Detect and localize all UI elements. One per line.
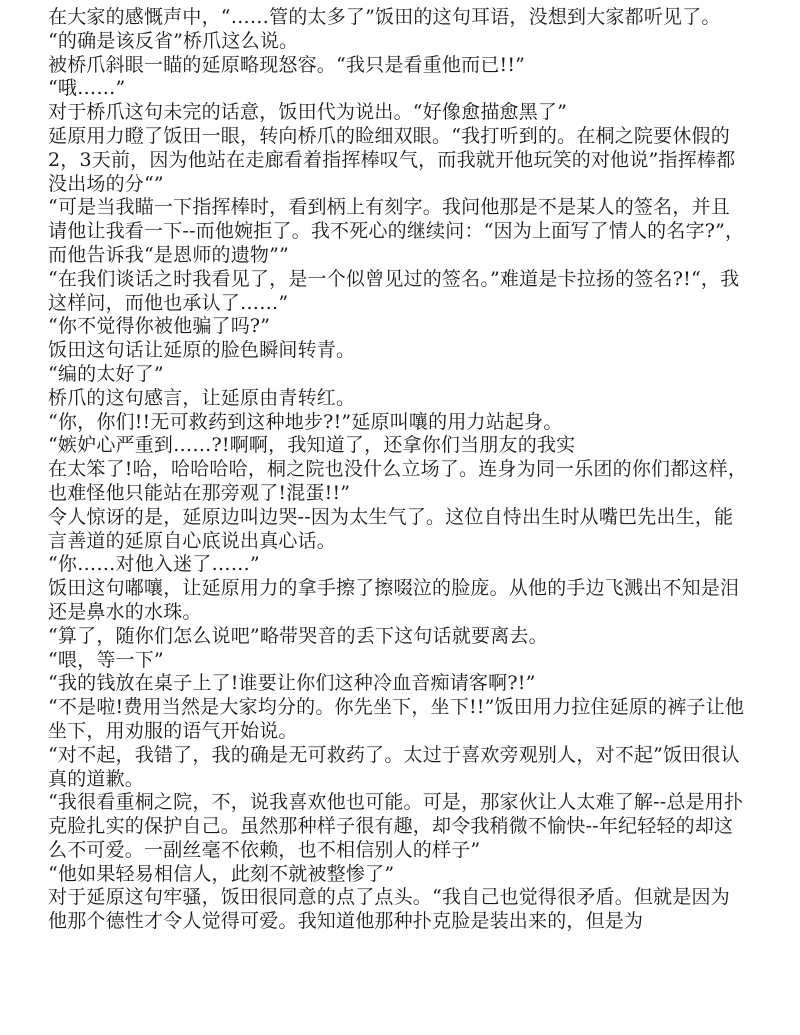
- paragraph: “喂，等一下”: [48, 648, 164, 671]
- paragraph: “的确是该反省”桥爪这么说。: [48, 29, 299, 52]
- paragraph: “不是啦!费用当然是大家均分的。你先坐下，坐下!!”饭田用力拉住延原的裤子让他坐下，用劝服的语气开始说。: [48, 696, 745, 742]
- paragraph: 令人惊讶的是，延原边叫边哭--因为太生气了。这位自恃出生时从嘴巴先出生，能言善道的延原自心底说出真心话。: [48, 505, 734, 552]
- paragraph: “编的太好了”: [48, 362, 164, 385]
- paragraph: “哦……”: [48, 77, 126, 100]
- paragraph: “算了，随你们怎么说吧”略带哭音的丢下这句话就要离去。: [48, 624, 548, 647]
- paragraph: “你，你们!!无可救药到这种地步?!”延原叫嚷的用力站起身。: [48, 410, 563, 433]
- paragraph: “你……对他入迷了……”: [48, 553, 260, 576]
- paragraph: “在我们谈话之时我看见了，是一个似曾见过的签名。”难道是卡拉扬的签名?!“，我这样问，而他也承认了……”: [48, 267, 740, 314]
- paragraph: “可是当我瞄一下指挥棒时，看到柄上有刻字。我问他那是不是某人的签名，并且请他让我看一下--而他婉拒了。我不死心的继续问：“因为上面写了情人的名字?”，而他告诉我“是恩师的遗物””: [48, 196, 745, 266]
- paragraph: 对于桥爪这句未完的话意，饭田代为说出。“好像愈描愈黑了”: [48, 101, 568, 124]
- paragraph: “我的钱放在桌子上了!谁要让你们这种冷血音痴请客啊?!”: [48, 672, 536, 695]
- paragraph: “我很看重桐之院，不，说我喜欢他也可能。可是，那家伙让人太难了解--总是用扑克脸扎实的保护自己。虽然那种样子很有趣，却令我稍微不愉快--年纪轻轻的却这么不可爱。一副丝毫不依赖，也不相信别人的样子”: [48, 791, 744, 861]
- paragraph: 在太笨了!哈，哈哈哈哈，桐之院也没什么立场了。连身为同一乐团的你们都这样，也难怪他只能站在那旁观了!混蛋!!”: [48, 458, 748, 504]
- paragraph: “他如果轻易相信人，此刻不就被整惨了”: [48, 862, 395, 885]
- paragraph: 被桥爪斜眼一瞄的延原略现怒容。“我只是看重他而已!!”: [48, 53, 526, 76]
- paragraph: “对不起，我错了，我的确是无可救药了。太过于喜欢旁观别人，对不起”饭田很认真的道歉。: [48, 743, 740, 790]
- paragraph: “嫉妒心严重到……?!啊啊，我知道了，还拿你们当朋友的我实: [48, 434, 576, 457]
- paragraph: 在大家的感慨声中，“……管的太多了”饭田的这句耳语，没想到大家都听见了。: [48, 6, 721, 28]
- paragraph: “你不觉得你被他骗了吗?”: [48, 315, 271, 338]
- document-page: [48, 6, 748, 934]
- paragraph: 桥爪的这句感言，让延原由青转红。: [48, 386, 356, 409]
- paragraph: 对于延原这句牢骚，饭田很同意的点了点头。“我自己也觉得很矛盾。但就是因为他那个德性才令人觉得可爱。我知道他那种扑克脸是装出来的，但是为: [48, 886, 730, 933]
- paragraph: 饭田这句话让延原的脸色瞬间转青。: [48, 339, 356, 362]
- paragraph: 饭田这句嘟嚷，让延原用力的拿手擦了擦啜泣的脸庞。从他的手边飞溅出不知是泪还是鼻水的水珠。: [48, 577, 740, 623]
- paragraph: 延原用力瞪了饭田一眼，转向桥爪的睑细双眼。“我打听到的。在桐之院要休假的2，3天前，因为他站在走廊看着指挥棒叹气，而我就开他玩笑的对他说”指挥棒都没出场的分“”: [48, 124, 736, 195]
